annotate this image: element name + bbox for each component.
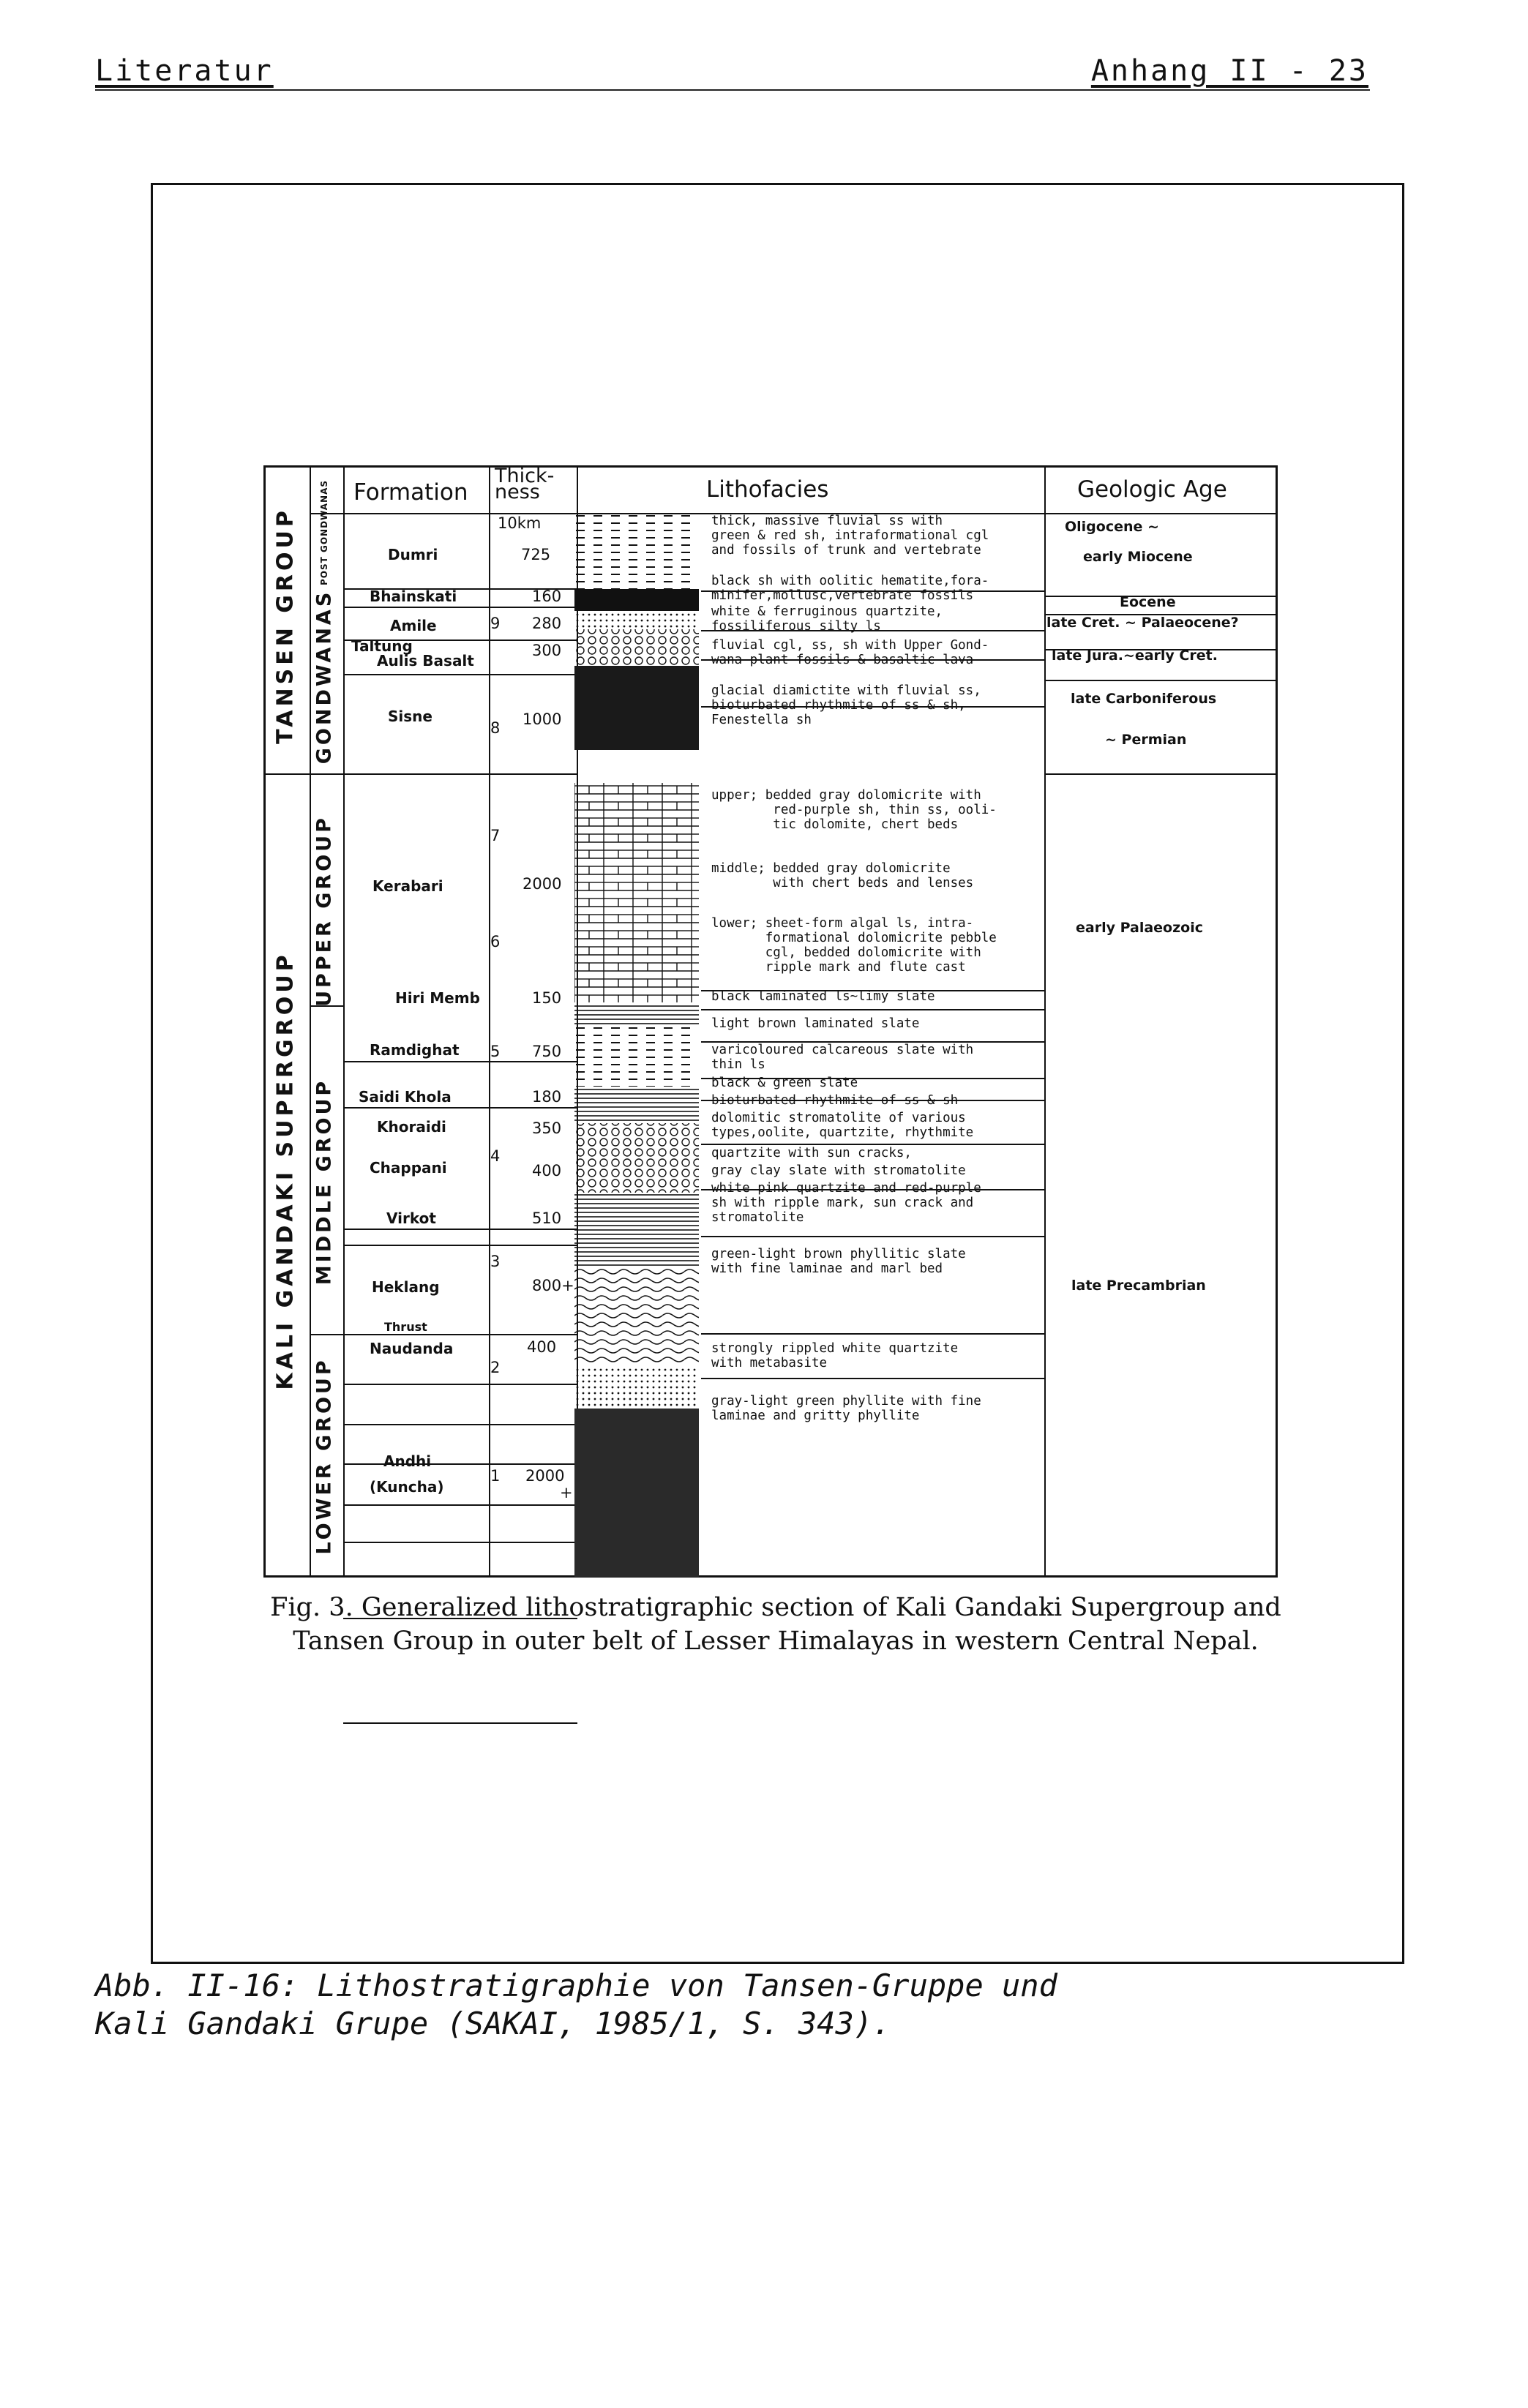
lithofacies-saidi-khola: bioturbated rhythmite of ss & sh (711, 1093, 959, 1108)
thickness-dumri: 725 (521, 546, 551, 563)
age-rule (1044, 773, 1276, 775)
scale-mark-4: 4 (490, 1147, 501, 1165)
thickness-saidi-khola: 180 (532, 1088, 562, 1106)
lithofacies-khoraidi: dolomitic stromatolite of various types,oolite, quartzite, rhythmite (711, 1111, 974, 1140)
lithofacies-kerabari-lower: lower; sheet-form algal ls, intra- formational dolomicrite pebble cgl, bedded dolomicrite with ripple mark and flute cast (711, 916, 997, 975)
formation-saidi-khola: Saidi Khola (359, 1088, 452, 1106)
row-rule (343, 1463, 577, 1465)
formation-naudanda: Naudanda (370, 1340, 454, 1357)
thickness-khoraidi: 350 (532, 1119, 562, 1137)
formation-dumri: Dumri (388, 546, 438, 563)
age-late-precambrian: late Precambrian (1071, 1278, 1206, 1294)
litho-rule (701, 1236, 1045, 1237)
lithofacies-heklang: green-light brown phyllitic slate with fine laminae and marl bed (711, 1247, 966, 1276)
row-rule (343, 1542, 577, 1543)
lithofacies-ramdighat-1: light brown laminated slate (711, 1016, 920, 1031)
litho-rule (701, 1378, 1045, 1379)
row-rule (343, 1229, 577, 1230)
col-divider-lithofacies (1044, 468, 1046, 1575)
thickness-kuncha-plus: + (560, 1484, 573, 1501)
scale-mark-10km: 10km (498, 514, 542, 532)
col-header-lithofacies: Lithofacies (706, 476, 829, 503)
lithofacies-chappani-2: gray clay slate with stromatolite (711, 1163, 966, 1178)
lithofacies-taltung: fluvial cgl, ss, sh with Upper Gond- wana plant fossils & basaltic lava (711, 638, 989, 667)
litho-rule (701, 1144, 1045, 1145)
formation-bhainskati: Bhainskati (370, 588, 457, 605)
subgroup-label-lower: LOWER GROUP (312, 1357, 336, 1555)
age-early-palaeozoic: early Palaeozoic (1076, 920, 1203, 936)
thickness-bhainskati: 160 (532, 588, 562, 605)
lithofacies-ramdighat-3: black & green slate (711, 1076, 858, 1090)
subgroup-label-middle: MIDDLE GROUP (312, 1078, 336, 1286)
formation-aulis-basalt: Aulis Basalt (377, 652, 474, 669)
abb-line-2: Kali Gandaki Grupe (SAKAI, 1985/1, S. 343). (95, 2006, 891, 2041)
formation-virkot: Virkot (386, 1209, 436, 1227)
scale-mark-3: 3 (490, 1253, 501, 1270)
abb-caption (95, 1967, 1412, 2043)
age-early-miocene: early Miocene (1083, 549, 1193, 565)
thickness-amile: 280 (532, 615, 562, 632)
formation-heklang: Heklang (372, 1278, 440, 1296)
row-rule (343, 607, 577, 608)
lithofacies-naudanda: strongly rippled white quartzite with metabasite (711, 1341, 959, 1370)
formation-andhi: Andhi (383, 1452, 432, 1470)
formation-taltung: Taltung (351, 637, 413, 655)
scale-mark-2: 2 (490, 1359, 501, 1376)
formation-chappani: Chappani (370, 1159, 447, 1177)
row-rule (343, 1504, 577, 1506)
formation-amile: Amile (390, 617, 437, 634)
col-header-thickness: Thick- ness (495, 465, 555, 503)
age-permian: ~ Permian (1105, 732, 1187, 748)
row-rule (343, 1384, 577, 1385)
thickness-sisne: 1000 (523, 710, 562, 728)
scale-mark-8: 8 (490, 719, 501, 737)
group-label-tansen: TANSEN GROUP (272, 507, 299, 744)
formation-ramdighat: Ramdighat (370, 1041, 460, 1059)
thickness-heklang: 800+ (532, 1277, 574, 1294)
age-rule (1044, 680, 1276, 681)
scale-mark-6: 6 (490, 933, 501, 950)
formation-hiri-memb: Hiri Memb (395, 989, 480, 1007)
row-rule (343, 1424, 577, 1425)
subgroup-label-post-gondwanas: POST GONDWANAS (319, 479, 329, 586)
thickness-virkot: 510 (532, 1209, 562, 1227)
scale-mark-9: 9 (490, 615, 501, 632)
age-late-carboniferous: late Carboniferous (1071, 691, 1217, 707)
running-header-left: Literatur (95, 54, 274, 88)
formation-kerabari: Kerabari (372, 877, 443, 895)
lithology-column (574, 512, 699, 1577)
group-boundary-rule (266, 773, 577, 775)
lithofacies-ramdighat-2: varicoloured calcareous slate with thin ls (711, 1043, 974, 1072)
thickness-chappani: 400 (532, 1162, 562, 1179)
litho-rule (701, 1009, 1045, 1010)
scale-mark-1: 1 (490, 1467, 501, 1485)
formation-thrust: Thrust (384, 1320, 427, 1334)
row-rule (343, 674, 577, 675)
thickness-ramdighat: 750 (532, 1043, 562, 1060)
thickness-andhi: 2000 (525, 1467, 565, 1485)
thickness-taltung: 300 (532, 642, 562, 659)
lithofacies-virkot: white pink quartzite and red-purple sh with ripple mark, sun crack and stromatolite (711, 1181, 981, 1225)
age-late-jura-early-cret: late Jura.~early Cret. (1052, 648, 1218, 664)
group-label-kali-gandaki: KALI GANDAKI SUPERGROUP (272, 951, 299, 1390)
middle-lower-boundary (310, 1334, 577, 1335)
abb-line-1: Abb. II-16: Lithostratigraphie von Tansen-Gruppe und (95, 1968, 1057, 2003)
litho-rule (701, 1333, 1045, 1335)
col-header-age: Geologic Age (1077, 476, 1227, 503)
scale-mark-5: 5 (490, 1043, 501, 1060)
lithofacies-chappani-1: quartzite with sun cracks, (711, 1146, 912, 1160)
lithofacies-amile: white & ferruginous quartzite, fossiliferous silty ls (711, 604, 943, 634)
thickness-naudanda: 400 (527, 1338, 557, 1356)
lithofacies-hiri-memb: black laminated ls~limy slate (711, 989, 935, 1004)
subgroup-label-gondwanas: GONDWANAS (312, 589, 336, 765)
lithofacies-dumri: thick, massive fluvial ss with green & red sh, intraformational cgl and fossils of trunk and vertebrate (711, 514, 989, 558)
lithofacies-bhainskati: black sh with oolitic hematite,fora- minifer,mollusc,vertebrate fossils (711, 574, 989, 603)
row-rule (343, 1722, 577, 1724)
thickness-hiri-memb: 150 (532, 989, 562, 1007)
running-header-right: Anhang II - 23 (1090, 54, 1368, 88)
row-rule (343, 1245, 577, 1246)
lithofacies-andhi: gray-light green phyllite with fine laminae and gritty phyllite (711, 1394, 981, 1423)
lithofacies-kerabari-upper: upper; bedded gray dolomicrite with red-purple sh, thin ss, ooli- tic dolomite, chert beds (711, 788, 997, 832)
figure-caption: Fig. 3. Generalized lithostratigraphic section of Kali Gandaki Supergroup and Tansen Group in outer belt of Lesser Himalayas in western Central Nepal. (270, 1593, 1281, 1656)
col-divider-group (310, 468, 311, 1575)
formation-kuncha: (Kuncha) (370, 1478, 444, 1496)
scale-mark-7: 7 (490, 827, 501, 844)
col-divider-subgroup (343, 468, 345, 1575)
formation-khoraidi: Khoraidi (377, 1118, 446, 1136)
lithofacies-sisne: glacial diamictite with fluvial ss, bioturbated rhythmite of ss & sh, Fenestella sh (711, 683, 981, 727)
age-oligocene: Oligocene ~ (1065, 519, 1159, 535)
thickness-kerabari: 2000 (523, 875, 562, 893)
col-header-formation: Formation (353, 479, 468, 506)
age-late-cret-palaeocene: late Cret. ~ Palaeocene? (1046, 615, 1239, 631)
header-rule (95, 89, 1370, 91)
age-eocene: Eocene (1120, 594, 1176, 610)
subgroup-label-upper: UPPER GROUP (312, 815, 336, 1007)
row-rule (343, 1107, 577, 1109)
lithofacies-kerabari-middle: middle; bedded gray dolomicrite with chert beds and lenses (711, 861, 974, 890)
col-divider-formation (489, 468, 490, 1575)
formation-sisne: Sisne (388, 708, 432, 725)
row-rule (343, 1061, 577, 1062)
